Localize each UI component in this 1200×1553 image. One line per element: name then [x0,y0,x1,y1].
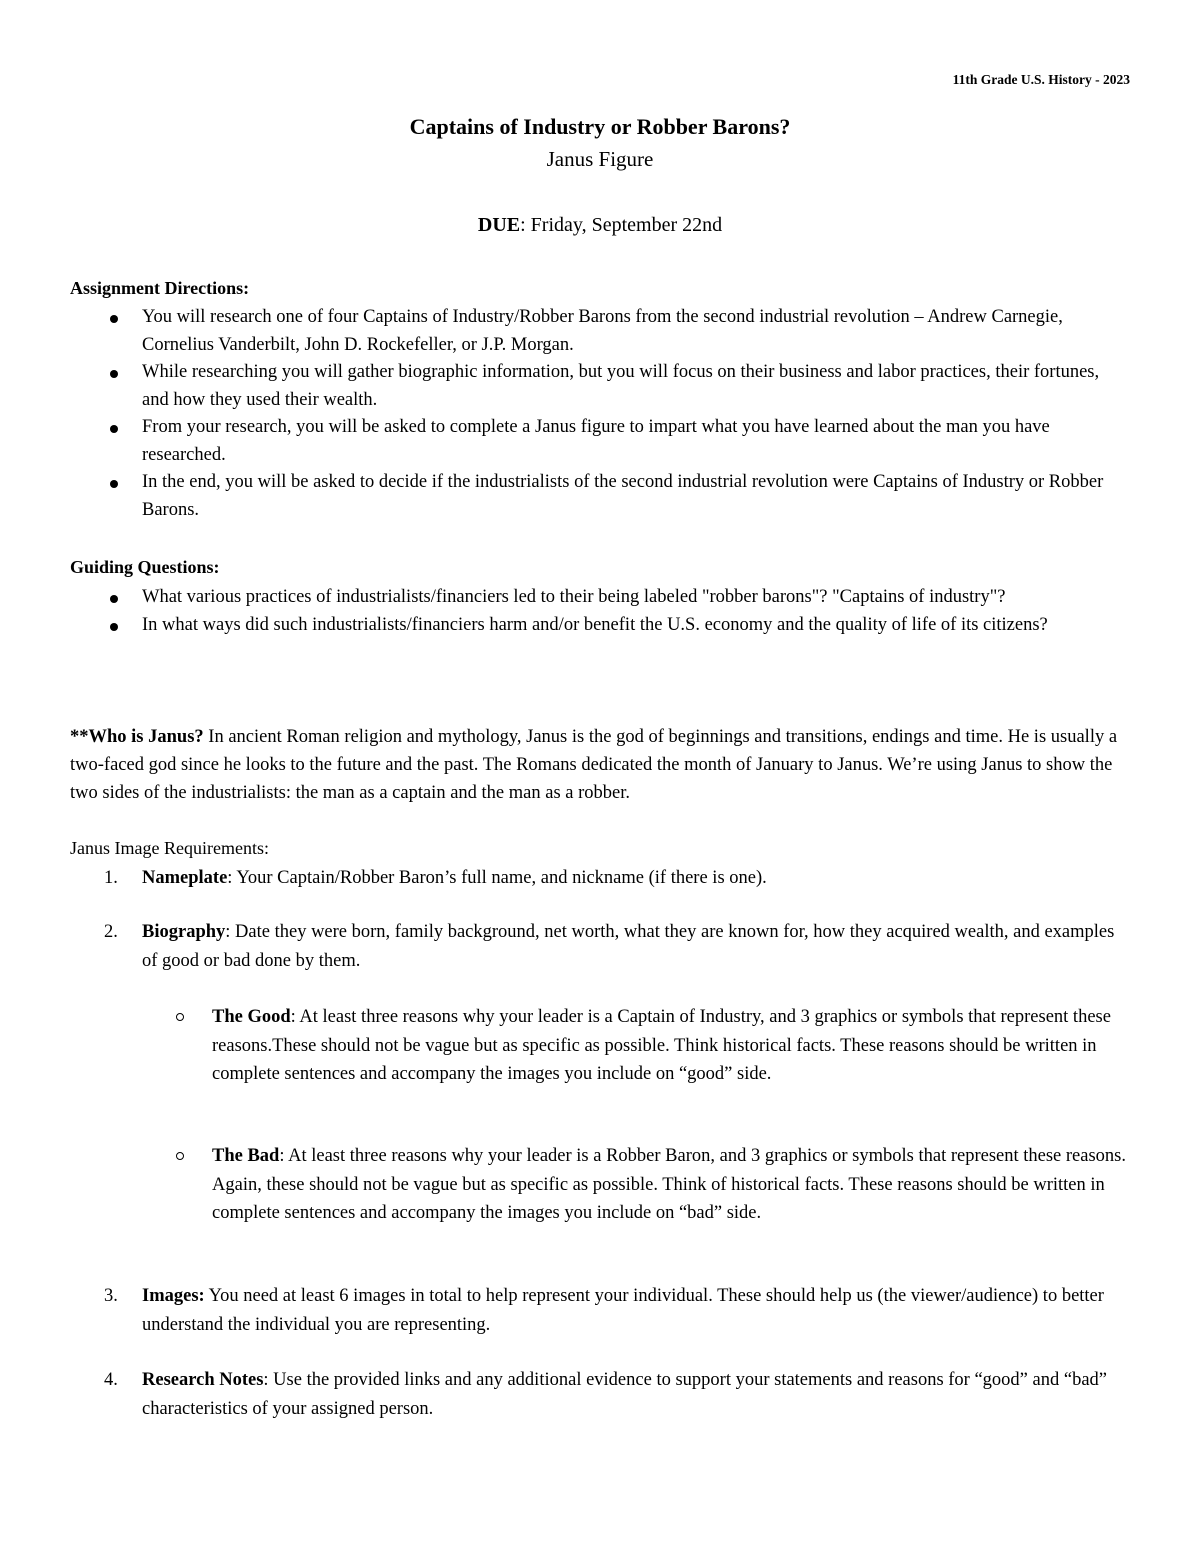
guiding-list [70,584,1130,639]
page-title: Captains of Industry or Robber Barons? [409,114,791,139]
requirements-heading: Janus Image Requirements: [70,838,269,858]
directions-list [70,304,1130,524]
course-label: 11th Grade U.S. History - 2023 [952,72,1130,87]
janus-text: In ancient Roman religion and mythology, Janus is the god of beginnings and transitions, endings and time. He is usually a two-faced god since he looks to the future and the past. The Romans dedicated the month of January to Janus. We’re using Janus to show the two sides of the industrialists: the man as a captain and the man as a robber. [70,727,1118,803]
guiding-heading: Guiding Questions: [70,557,220,577]
circle-bullet-icon [176,1013,184,1021]
circle-bullet-icon [176,1152,184,1160]
requirement-item: 1. Nameplate: Your Captain/Robber Baron’s full name, and nickname (if there is one). [104,868,767,888]
list-item: What various practices of industrialists/financiers led to their being labeled "robber barons"? "Captains of industry"? [70,584,1130,612]
bullet-icon [110,623,118,631]
due-text: : Friday, September 22nd [520,214,723,236]
bullet-icon [110,480,118,488]
bullet-icon [110,315,118,323]
due-date [70,214,1130,237]
list-item: From your research, you will be asked to complete a Janus figure to impart what you have learned about the man you have researched. [70,414,1130,469]
sub-item-good: The Good: At least three reasons why your leader is a Captain of Industry, and 3 graphics or symbols that represent these reasons.These should not be vague but as specific as possible. Think historical facts. These reasons should be written in complete sentences and accompany the images you include on “good” side. [70,1003,1130,1089]
directions-heading: Assignment Directions: [70,278,250,298]
sub-item-bad: The Bad: At least three reasons why your leader is a Robber Baron, and 3 graphics or symbols that represent these reasons. Again, these should not be vague but as specific as possible. Think of historical facts. These reasons should be written in complete sentences and accompany the images you include on “bad” side. [70,1142,1130,1228]
janus-paragraph [70,723,1130,807]
requirement-item: 2. Biography: Date they were born, family background, net worth, what they are known for, how they acquired wealth, and examples of good or bad done by them. [104,922,1115,971]
list-item: In what ways did such industrialists/financiers harm and/or benefit the U.S. economy and the quality of life of its citizens? [70,612,1130,640]
janus-lead: **Who is Janus? [70,727,204,747]
list-item: While researching you will gather biographic information, but you will focus on their business and labor practices, their fortunes, and how they used their wealth. [70,359,1130,414]
bullet-icon [110,370,118,378]
due-label: DUE [477,214,521,236]
bullet-icon [110,425,118,433]
requirement-item: 3. Images: You need at least 6 images in total to help represent your individual. These should help us (the viewer/audience) to better understand the individual you are representing. [104,1286,1104,1335]
requirement-item: 4. Research Notes: Use the provided links and any additional evidence to support your statements and reasons for “good” and “bad” characteristics of your assigned person. [104,1370,1107,1419]
document-page [70,0,1130,1553]
list-item: You will research one of four Captains of Industry/Robber Barons from the second industrial revolution – Andrew Carnegie, Cornelius Vanderbilt, John D. Rockefeller, or J.P. Morgan. [70,304,1130,359]
page-subtitle: Janus Figure [546,147,654,171]
list-item: In the end, you will be asked to decide if the industrialists of the second industrial revolution were Captains of Industry or Robber Barons. [70,469,1130,524]
bullet-icon [110,595,118,603]
